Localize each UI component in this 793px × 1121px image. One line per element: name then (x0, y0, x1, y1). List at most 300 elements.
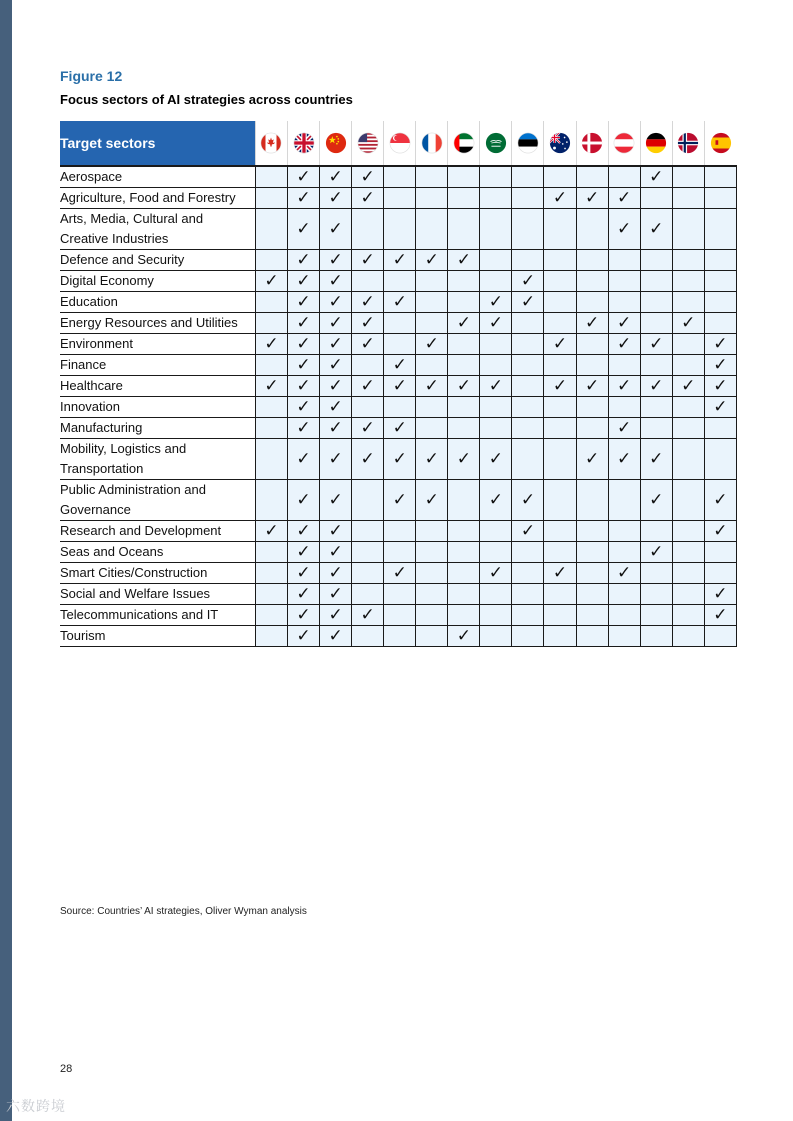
table-row (60, 605, 737, 626)
empty-cell (672, 563, 704, 584)
empty-cell (255, 480, 287, 521)
check-mark-cell: ✓ (320, 271, 352, 292)
table-row (60, 563, 737, 584)
table-row (60, 209, 737, 250)
empty-cell (512, 313, 544, 334)
empty-cell (512, 166, 544, 188)
empty-cell (512, 188, 544, 209)
check-mark-cell: ✓ (287, 250, 319, 271)
check-mark-cell: ✓ (544, 376, 576, 397)
empty-cell (608, 480, 640, 521)
empty-cell (672, 166, 704, 188)
empty-cell (576, 334, 608, 355)
empty-cell (480, 209, 512, 250)
check-mark-cell: ✓ (287, 313, 319, 334)
country-column-header (640, 121, 672, 166)
empty-cell (608, 166, 640, 188)
empty-cell (448, 292, 480, 313)
empty-cell (448, 563, 480, 584)
check-mark-cell: ✓ (352, 250, 384, 271)
empty-cell (255, 313, 287, 334)
table-row (60, 439, 737, 480)
empty-cell (416, 166, 448, 188)
check-mark-cell: ✓ (384, 418, 416, 439)
france-flag-icon (416, 132, 447, 154)
empty-cell (255, 563, 287, 584)
empty-cell (448, 271, 480, 292)
check-mark-cell: ✓ (640, 480, 672, 521)
country-column-header (255, 121, 287, 166)
check-mark-cell: ✓ (576, 188, 608, 209)
check-mark-cell: ✓ (287, 439, 319, 480)
empty-cell (448, 397, 480, 418)
check-mark-cell: ✓ (576, 439, 608, 480)
empty-cell (544, 521, 576, 542)
empty-cell (255, 418, 287, 439)
empty-cell (416, 313, 448, 334)
check-mark-cell: ✓ (320, 563, 352, 584)
check-mark-cell: ✓ (352, 313, 384, 334)
check-mark-cell: ✓ (512, 480, 544, 521)
check-mark-cell: ✓ (287, 521, 319, 542)
empty-cell (352, 209, 384, 250)
table-row (60, 313, 737, 334)
check-mark-cell: ✓ (320, 292, 352, 313)
sector-label: Mobility, Logistics and Transportation (60, 439, 255, 480)
check-mark-cell: ✓ (287, 292, 319, 313)
empty-cell (544, 439, 576, 480)
empty-cell (384, 188, 416, 209)
check-mark-cell: ✓ (640, 166, 672, 188)
empty-cell (480, 250, 512, 271)
check-mark-cell: ✓ (384, 355, 416, 376)
empty-cell (255, 355, 287, 376)
check-mark-cell: ✓ (320, 250, 352, 271)
empty-cell (576, 355, 608, 376)
empty-cell (544, 209, 576, 250)
empty-cell (544, 397, 576, 418)
table-row (60, 521, 737, 542)
check-mark-cell: ✓ (320, 355, 352, 376)
empty-cell (704, 563, 736, 584)
empty-cell (384, 521, 416, 542)
sector-label: Energy Resources and Utilities (60, 313, 255, 334)
check-mark-cell: ✓ (287, 563, 319, 584)
empty-cell (448, 584, 480, 605)
country-column-header (287, 121, 319, 166)
focus-sectors-table (60, 121, 737, 647)
check-mark-cell: ✓ (608, 334, 640, 355)
table-row (60, 355, 737, 376)
sector-label: Healthcare (60, 376, 255, 397)
empty-cell (544, 355, 576, 376)
sector-label: Agriculture, Food and Forestry (60, 188, 255, 209)
empty-cell (640, 313, 672, 334)
check-mark-cell: ✓ (416, 439, 448, 480)
check-mark-cell: ✓ (672, 376, 704, 397)
empty-cell (512, 542, 544, 563)
empty-cell (352, 271, 384, 292)
empty-cell (512, 397, 544, 418)
empty-cell (608, 355, 640, 376)
check-mark-cell: ✓ (416, 376, 448, 397)
empty-cell (576, 250, 608, 271)
empty-cell (384, 397, 416, 418)
empty-cell (512, 584, 544, 605)
check-mark-cell: ✓ (255, 376, 287, 397)
empty-cell (672, 439, 704, 480)
empty-cell (704, 166, 736, 188)
check-mark-cell: ✓ (287, 626, 319, 647)
empty-cell (480, 605, 512, 626)
check-mark-cell: ✓ (352, 292, 384, 313)
empty-cell (352, 355, 384, 376)
empty-cell (544, 626, 576, 647)
country-column-header (576, 121, 608, 166)
figure-label: Figure 12 (60, 68, 123, 84)
check-mark-cell: ✓ (287, 376, 319, 397)
empty-cell (640, 584, 672, 605)
empty-cell (480, 334, 512, 355)
empty-cell (448, 480, 480, 521)
empty-cell (640, 563, 672, 584)
empty-cell (544, 271, 576, 292)
check-mark-cell: ✓ (608, 376, 640, 397)
empty-cell (576, 605, 608, 626)
uae-flag-icon (448, 132, 479, 154)
empty-cell (416, 605, 448, 626)
empty-cell (576, 521, 608, 542)
check-mark-cell: ✓ (320, 480, 352, 521)
empty-cell (255, 292, 287, 313)
empty-cell (384, 166, 416, 188)
check-mark-cell: ✓ (480, 292, 512, 313)
table-row (60, 271, 737, 292)
empty-cell (352, 542, 384, 563)
check-mark-cell: ✓ (704, 397, 736, 418)
check-mark-cell: ✓ (544, 188, 576, 209)
table-row (60, 418, 737, 439)
empty-cell (640, 521, 672, 542)
empty-cell (704, 313, 736, 334)
germany-flag-icon (641, 132, 672, 154)
empty-cell (672, 209, 704, 250)
sector-label: Digital Economy (60, 271, 255, 292)
empty-cell (448, 334, 480, 355)
check-mark-cell: ✓ (544, 563, 576, 584)
check-mark-cell: ✓ (287, 334, 319, 355)
empty-cell (512, 334, 544, 355)
empty-cell (448, 521, 480, 542)
canada-flag-icon (256, 132, 287, 154)
empty-cell (448, 418, 480, 439)
watermark: 六数跨境 (6, 1098, 66, 1114)
empty-cell (672, 480, 704, 521)
check-mark-cell: ✓ (287, 480, 319, 521)
empty-cell (480, 166, 512, 188)
check-mark-cell: ✓ (448, 376, 480, 397)
check-mark-cell: ✓ (384, 480, 416, 521)
check-mark-cell: ✓ (640, 376, 672, 397)
check-mark-cell: ✓ (352, 188, 384, 209)
check-mark-cell: ✓ (704, 480, 736, 521)
check-mark-cell: ✓ (320, 209, 352, 250)
empty-cell (416, 292, 448, 313)
empty-cell (704, 418, 736, 439)
empty-cell (544, 584, 576, 605)
country-column-header (352, 121, 384, 166)
check-mark-cell: ✓ (352, 334, 384, 355)
empty-cell (512, 563, 544, 584)
empty-cell (512, 376, 544, 397)
austria-flag-icon (609, 132, 640, 154)
empty-cell (384, 542, 416, 563)
table-header-row (60, 121, 737, 166)
check-mark-cell: ✓ (480, 480, 512, 521)
empty-cell (416, 209, 448, 250)
check-mark-cell: ✓ (255, 521, 287, 542)
check-mark-cell: ✓ (287, 355, 319, 376)
check-mark-cell: ✓ (287, 584, 319, 605)
empty-cell (384, 626, 416, 647)
page-number: 28 (60, 1063, 73, 1075)
empty-cell (544, 605, 576, 626)
check-mark-cell: ✓ (704, 521, 736, 542)
country-column-header (416, 121, 448, 166)
check-mark-cell: ✓ (352, 418, 384, 439)
empty-cell (384, 584, 416, 605)
sector-label: Arts, Media, Cultural and Creative Industries (60, 209, 255, 250)
check-mark-cell: ✓ (544, 334, 576, 355)
empty-cell (512, 209, 544, 250)
empty-cell (416, 397, 448, 418)
sector-label: Education (60, 292, 255, 313)
table-row (60, 376, 737, 397)
empty-cell (704, 292, 736, 313)
empty-cell (640, 355, 672, 376)
sector-label: Public Administration and Governance (60, 480, 255, 521)
spain-flag-icon (705, 132, 737, 154)
check-mark-cell: ✓ (287, 271, 319, 292)
check-mark-cell: ✓ (640, 439, 672, 480)
empty-cell (352, 584, 384, 605)
check-mark-cell: ✓ (512, 271, 544, 292)
empty-cell (544, 542, 576, 563)
check-mark-cell: ✓ (608, 209, 640, 250)
empty-cell (416, 563, 448, 584)
empty-cell (480, 271, 512, 292)
empty-cell (672, 334, 704, 355)
empty-cell (576, 166, 608, 188)
empty-cell (544, 250, 576, 271)
check-mark-cell: ✓ (320, 584, 352, 605)
check-mark-cell: ✓ (320, 542, 352, 563)
check-mark-cell: ✓ (608, 418, 640, 439)
singapore-flag-icon (384, 132, 415, 154)
empty-cell (255, 542, 287, 563)
empty-cell (384, 334, 416, 355)
empty-cell (512, 605, 544, 626)
empty-cell (512, 250, 544, 271)
empty-cell (608, 271, 640, 292)
check-mark-cell: ✓ (416, 480, 448, 521)
country-column-header (320, 121, 352, 166)
country-column-header (448, 121, 480, 166)
empty-cell (640, 626, 672, 647)
empty-cell (576, 563, 608, 584)
check-mark-cell: ✓ (512, 521, 544, 542)
side-accent-bar (0, 0, 12, 1121)
empty-cell (544, 418, 576, 439)
empty-cell (640, 271, 672, 292)
sector-label: Innovation (60, 397, 255, 418)
empty-cell (448, 542, 480, 563)
empty-cell (416, 188, 448, 209)
table-row (60, 334, 737, 355)
empty-cell (512, 355, 544, 376)
check-mark-cell: ✓ (320, 313, 352, 334)
check-mark-cell: ✓ (448, 250, 480, 271)
check-mark-cell: ✓ (255, 271, 287, 292)
empty-cell (672, 397, 704, 418)
empty-cell (672, 542, 704, 563)
empty-cell (512, 626, 544, 647)
table-row (60, 188, 737, 209)
empty-cell (416, 626, 448, 647)
empty-cell (576, 418, 608, 439)
check-mark-cell: ✓ (384, 292, 416, 313)
denmark-flag-icon (577, 132, 608, 154)
empty-cell (704, 271, 736, 292)
empty-cell (704, 250, 736, 271)
country-column-header (608, 121, 640, 166)
check-mark-cell: ✓ (320, 439, 352, 480)
empty-cell (480, 355, 512, 376)
check-mark-cell: ✓ (672, 313, 704, 334)
empty-cell (576, 626, 608, 647)
empty-cell (255, 188, 287, 209)
target-sectors-header: Target sectors (60, 121, 255, 166)
check-mark-cell: ✓ (320, 418, 352, 439)
check-mark-cell: ✓ (320, 521, 352, 542)
check-mark-cell: ✓ (704, 584, 736, 605)
empty-cell (672, 626, 704, 647)
country-column-header (512, 121, 544, 166)
empty-cell (255, 626, 287, 647)
empty-cell (544, 292, 576, 313)
empty-cell (416, 542, 448, 563)
sector-label: Telecommunications and IT (60, 605, 255, 626)
empty-cell (352, 521, 384, 542)
check-mark-cell: ✓ (640, 334, 672, 355)
empty-cell (640, 605, 672, 626)
empty-cell (640, 397, 672, 418)
sector-label: Seas and Oceans (60, 542, 255, 563)
empty-cell (672, 418, 704, 439)
table-row (60, 584, 737, 605)
empty-cell (704, 626, 736, 647)
check-mark-cell: ✓ (320, 397, 352, 418)
check-mark-cell: ✓ (704, 334, 736, 355)
empty-cell (608, 521, 640, 542)
empty-cell (608, 542, 640, 563)
empty-cell (480, 397, 512, 418)
empty-cell (448, 355, 480, 376)
empty-cell (416, 584, 448, 605)
check-mark-cell: ✓ (352, 439, 384, 480)
empty-cell (640, 418, 672, 439)
usa-flag-icon (352, 132, 383, 154)
empty-cell (352, 563, 384, 584)
australia-flag-icon (544, 132, 575, 154)
empty-cell (576, 397, 608, 418)
empty-cell (544, 313, 576, 334)
table-row (60, 397, 737, 418)
check-mark-cell: ✓ (352, 376, 384, 397)
empty-cell (255, 166, 287, 188)
empty-cell (255, 605, 287, 626)
empty-cell (576, 542, 608, 563)
sector-label: Social and Welfare Issues (60, 584, 255, 605)
empty-cell (352, 480, 384, 521)
empty-cell (480, 542, 512, 563)
table-body (60, 166, 737, 647)
check-mark-cell: ✓ (320, 626, 352, 647)
empty-cell (384, 605, 416, 626)
check-mark-cell: ✓ (448, 439, 480, 480)
check-mark-cell: ✓ (512, 292, 544, 313)
check-mark-cell: ✓ (480, 439, 512, 480)
empty-cell (576, 584, 608, 605)
empty-cell (448, 166, 480, 188)
empty-cell (672, 584, 704, 605)
check-mark-cell: ✓ (287, 166, 319, 188)
check-mark-cell: ✓ (640, 209, 672, 250)
empty-cell (704, 439, 736, 480)
check-mark-cell: ✓ (416, 334, 448, 355)
empty-cell (512, 418, 544, 439)
empty-cell (640, 250, 672, 271)
table-row (60, 626, 737, 647)
empty-cell (416, 418, 448, 439)
check-mark-cell: ✓ (480, 313, 512, 334)
empty-cell (672, 188, 704, 209)
check-mark-cell: ✓ (287, 542, 319, 563)
check-mark-cell: ✓ (704, 605, 736, 626)
saudi-arabia-flag-icon (480, 132, 511, 154)
empty-cell (672, 521, 704, 542)
check-mark-cell: ✓ (576, 376, 608, 397)
empty-cell (480, 584, 512, 605)
empty-cell (672, 271, 704, 292)
sector-label: Aerospace (60, 166, 255, 188)
check-mark-cell: ✓ (480, 376, 512, 397)
empty-cell (608, 250, 640, 271)
empty-cell (416, 271, 448, 292)
empty-cell (448, 605, 480, 626)
empty-cell (384, 271, 416, 292)
sector-label: Environment (60, 334, 255, 355)
empty-cell (544, 166, 576, 188)
empty-cell (512, 439, 544, 480)
check-mark-cell: ✓ (255, 334, 287, 355)
table-row (60, 250, 737, 271)
empty-cell (480, 188, 512, 209)
china-flag-icon (320, 132, 351, 154)
empty-cell (255, 397, 287, 418)
empty-cell (576, 480, 608, 521)
check-mark-cell: ✓ (640, 542, 672, 563)
